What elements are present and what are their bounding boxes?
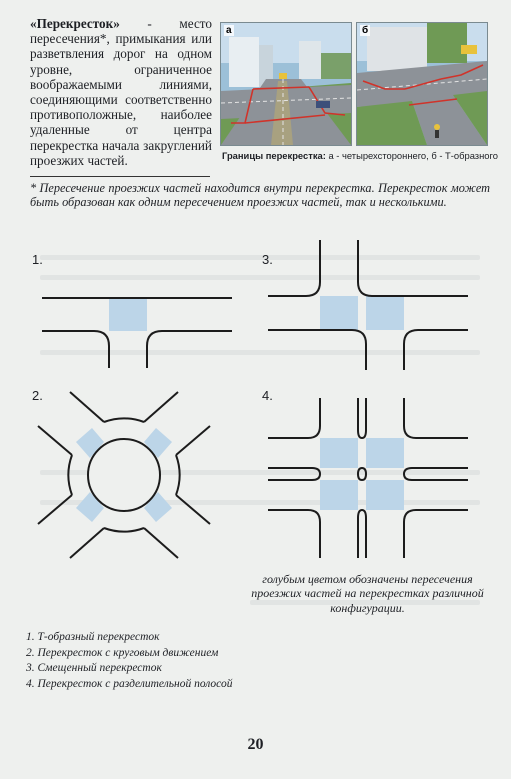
diagram-number-2: 2. [32, 388, 43, 403]
footnote-rule [30, 176, 210, 177]
diagram-roundabout [34, 390, 214, 560]
definition-term: «Перекресток» [30, 16, 120, 31]
photo-t-shaped [356, 22, 488, 146]
caption-bold: Границы перекрестка: [222, 150, 326, 161]
diagram-number-1: 1. [32, 252, 43, 267]
photo-label-b: б [362, 25, 369, 36]
intersection-photos [220, 22, 488, 146]
diagram-number-4: 4. [262, 388, 273, 403]
diagram-number-3: 3. [262, 252, 273, 267]
intersection-area [109, 298, 147, 331]
legend-item: 3. Смещенный перекресток [26, 662, 162, 674]
definition-paragraph [30, 16, 212, 168]
intersection-area [320, 296, 358, 330]
intersection-area [320, 438, 358, 468]
diagram-offset-intersection [268, 240, 468, 370]
legend-item: 2. Перекресток с круговым движением [26, 646, 219, 659]
intersection-area [366, 438, 404, 468]
footnote: * Пересечение проезжих частей находится внутри перекрестка. Перекресток может быть образован как одним пересечением проезжих частей, так и несколькими. [30, 181, 490, 210]
intersection-area [320, 480, 358, 510]
color-note: голубым цветом обозначены пересечения проезжих частей на перекрестках различной конфигурации. [251, 572, 484, 615]
diagram-divided-intersection [268, 398, 468, 558]
definition-text: - место пересечения*, примыкания или разветвления дорог на одном уровне, ограниченное воображаемыми линиями, соединяющими соответственно противоположные, наиболее удаленные от центра перекрестка начала закруглений проезжих частей. [30, 16, 212, 168]
caption-rest: а - четырехстороннего, б - Т-образного [325, 150, 498, 161]
diagram-legend [26, 630, 233, 692]
intersection-area [366, 480, 404, 510]
photo-four-way [220, 22, 352, 146]
legend-item: 1. Т-образный перекресток [26, 631, 160, 643]
figure-caption [222, 150, 502, 161]
intersection-area [366, 296, 404, 330]
diagram-t-intersection [36, 268, 236, 368]
legend-item: 4. Перекресток с разделительной полосой [26, 677, 233, 690]
photo-label-a: а [226, 25, 232, 36]
page-number: 20 [247, 736, 264, 753]
